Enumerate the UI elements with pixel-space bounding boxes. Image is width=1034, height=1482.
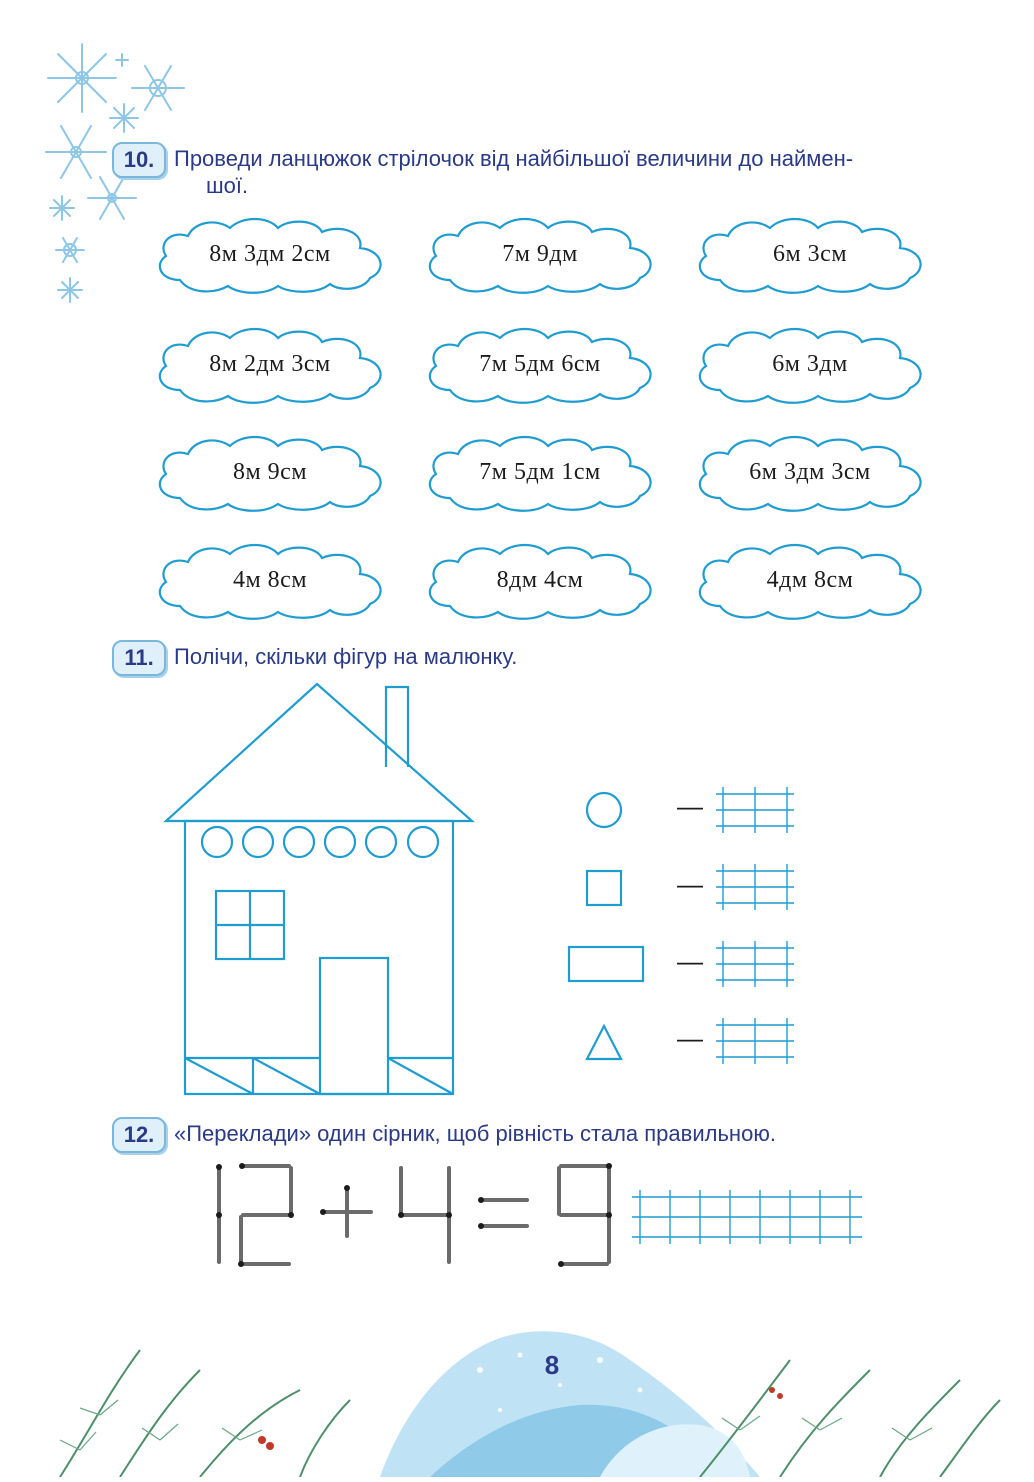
cloud-label: 6м 3дм 3см: [749, 458, 871, 485]
cloud-label: 6м 3см: [772, 240, 848, 267]
triangle-shape: [584, 1022, 624, 1067]
task-11-text: Полічи, скільки фігур на малюнку.: [174, 644, 518, 669]
answer-grid-circle[interactable]: [716, 787, 794, 833]
cloud-label: 4м 8см: [232, 566, 308, 593]
task-12-text: «Переклади» один сірник, щоб рівність стала правильною.: [174, 1121, 776, 1146]
cloud-label: 8дм 4см: [496, 566, 584, 593]
square-shape: [584, 868, 624, 913]
cloud-value-0-1[interactable]: [420, 214, 660, 294]
cloud-label: 6м 3дм: [772, 350, 848, 377]
cloud-label: 8м 2дм 3см: [209, 350, 331, 377]
dash-rectangle: —: [677, 946, 703, 976]
answer-grid-triangle[interactable]: [716, 1018, 794, 1064]
cloud-label: 8м 9см: [232, 458, 308, 485]
cloud-label: 8м 3дм 2см: [209, 240, 331, 267]
task-11-number: 11.: [112, 640, 166, 676]
task-10-number: 10.: [112, 142, 166, 178]
answer-grid-equation[interactable]: [632, 1190, 862, 1244]
cloud-value-2-0[interactable]: [150, 432, 390, 512]
matchstick-equation: [205, 1160, 625, 1270]
dash-square: —: [677, 869, 703, 899]
cloud-label: 7м 5дм 6см: [479, 350, 601, 377]
cloud-label: 7м 9дм: [502, 240, 578, 267]
answer-grid-rectangle[interactable]: [716, 941, 794, 987]
cloud-value-2-2[interactable]: [690, 432, 930, 512]
dash-circle: —: [677, 791, 703, 821]
answer-grid-square[interactable]: [716, 864, 794, 910]
winter-decoration-bottom: [0, 1300, 1034, 1477]
cloud-value-1-1[interactable]: [420, 324, 660, 404]
cloud-value-3-2[interactable]: [690, 540, 930, 620]
cloud-value-1-2[interactable]: [690, 324, 930, 404]
cloud-value-1-0[interactable]: [150, 324, 390, 404]
cloud-value-2-1[interactable]: [420, 432, 660, 512]
dash-triangle: —: [677, 1023, 703, 1053]
task-10-text-line1: Проведи ланцюжок стрілочок від найбільшої величини до наймен-: [174, 146, 854, 171]
page-number: 8: [544, 1350, 560, 1380]
cloud-value-0-0[interactable]: [150, 214, 390, 294]
task-10-text-line2: шої.: [206, 173, 249, 198]
cloud-value-3-0[interactable]: [150, 540, 390, 620]
task-12-number: 12.: [112, 1117, 166, 1153]
cloud-label: 4дм 8см: [766, 566, 854, 593]
cloud-value-0-2[interactable]: [690, 214, 930, 294]
rectangle-shape: [566, 944, 646, 989]
cloud-value-3-1[interactable]: [420, 540, 660, 620]
house-drawing: [160, 680, 480, 1100]
circle-shape: [584, 790, 624, 835]
cloud-label: 7м 5дм 1см: [479, 458, 601, 485]
